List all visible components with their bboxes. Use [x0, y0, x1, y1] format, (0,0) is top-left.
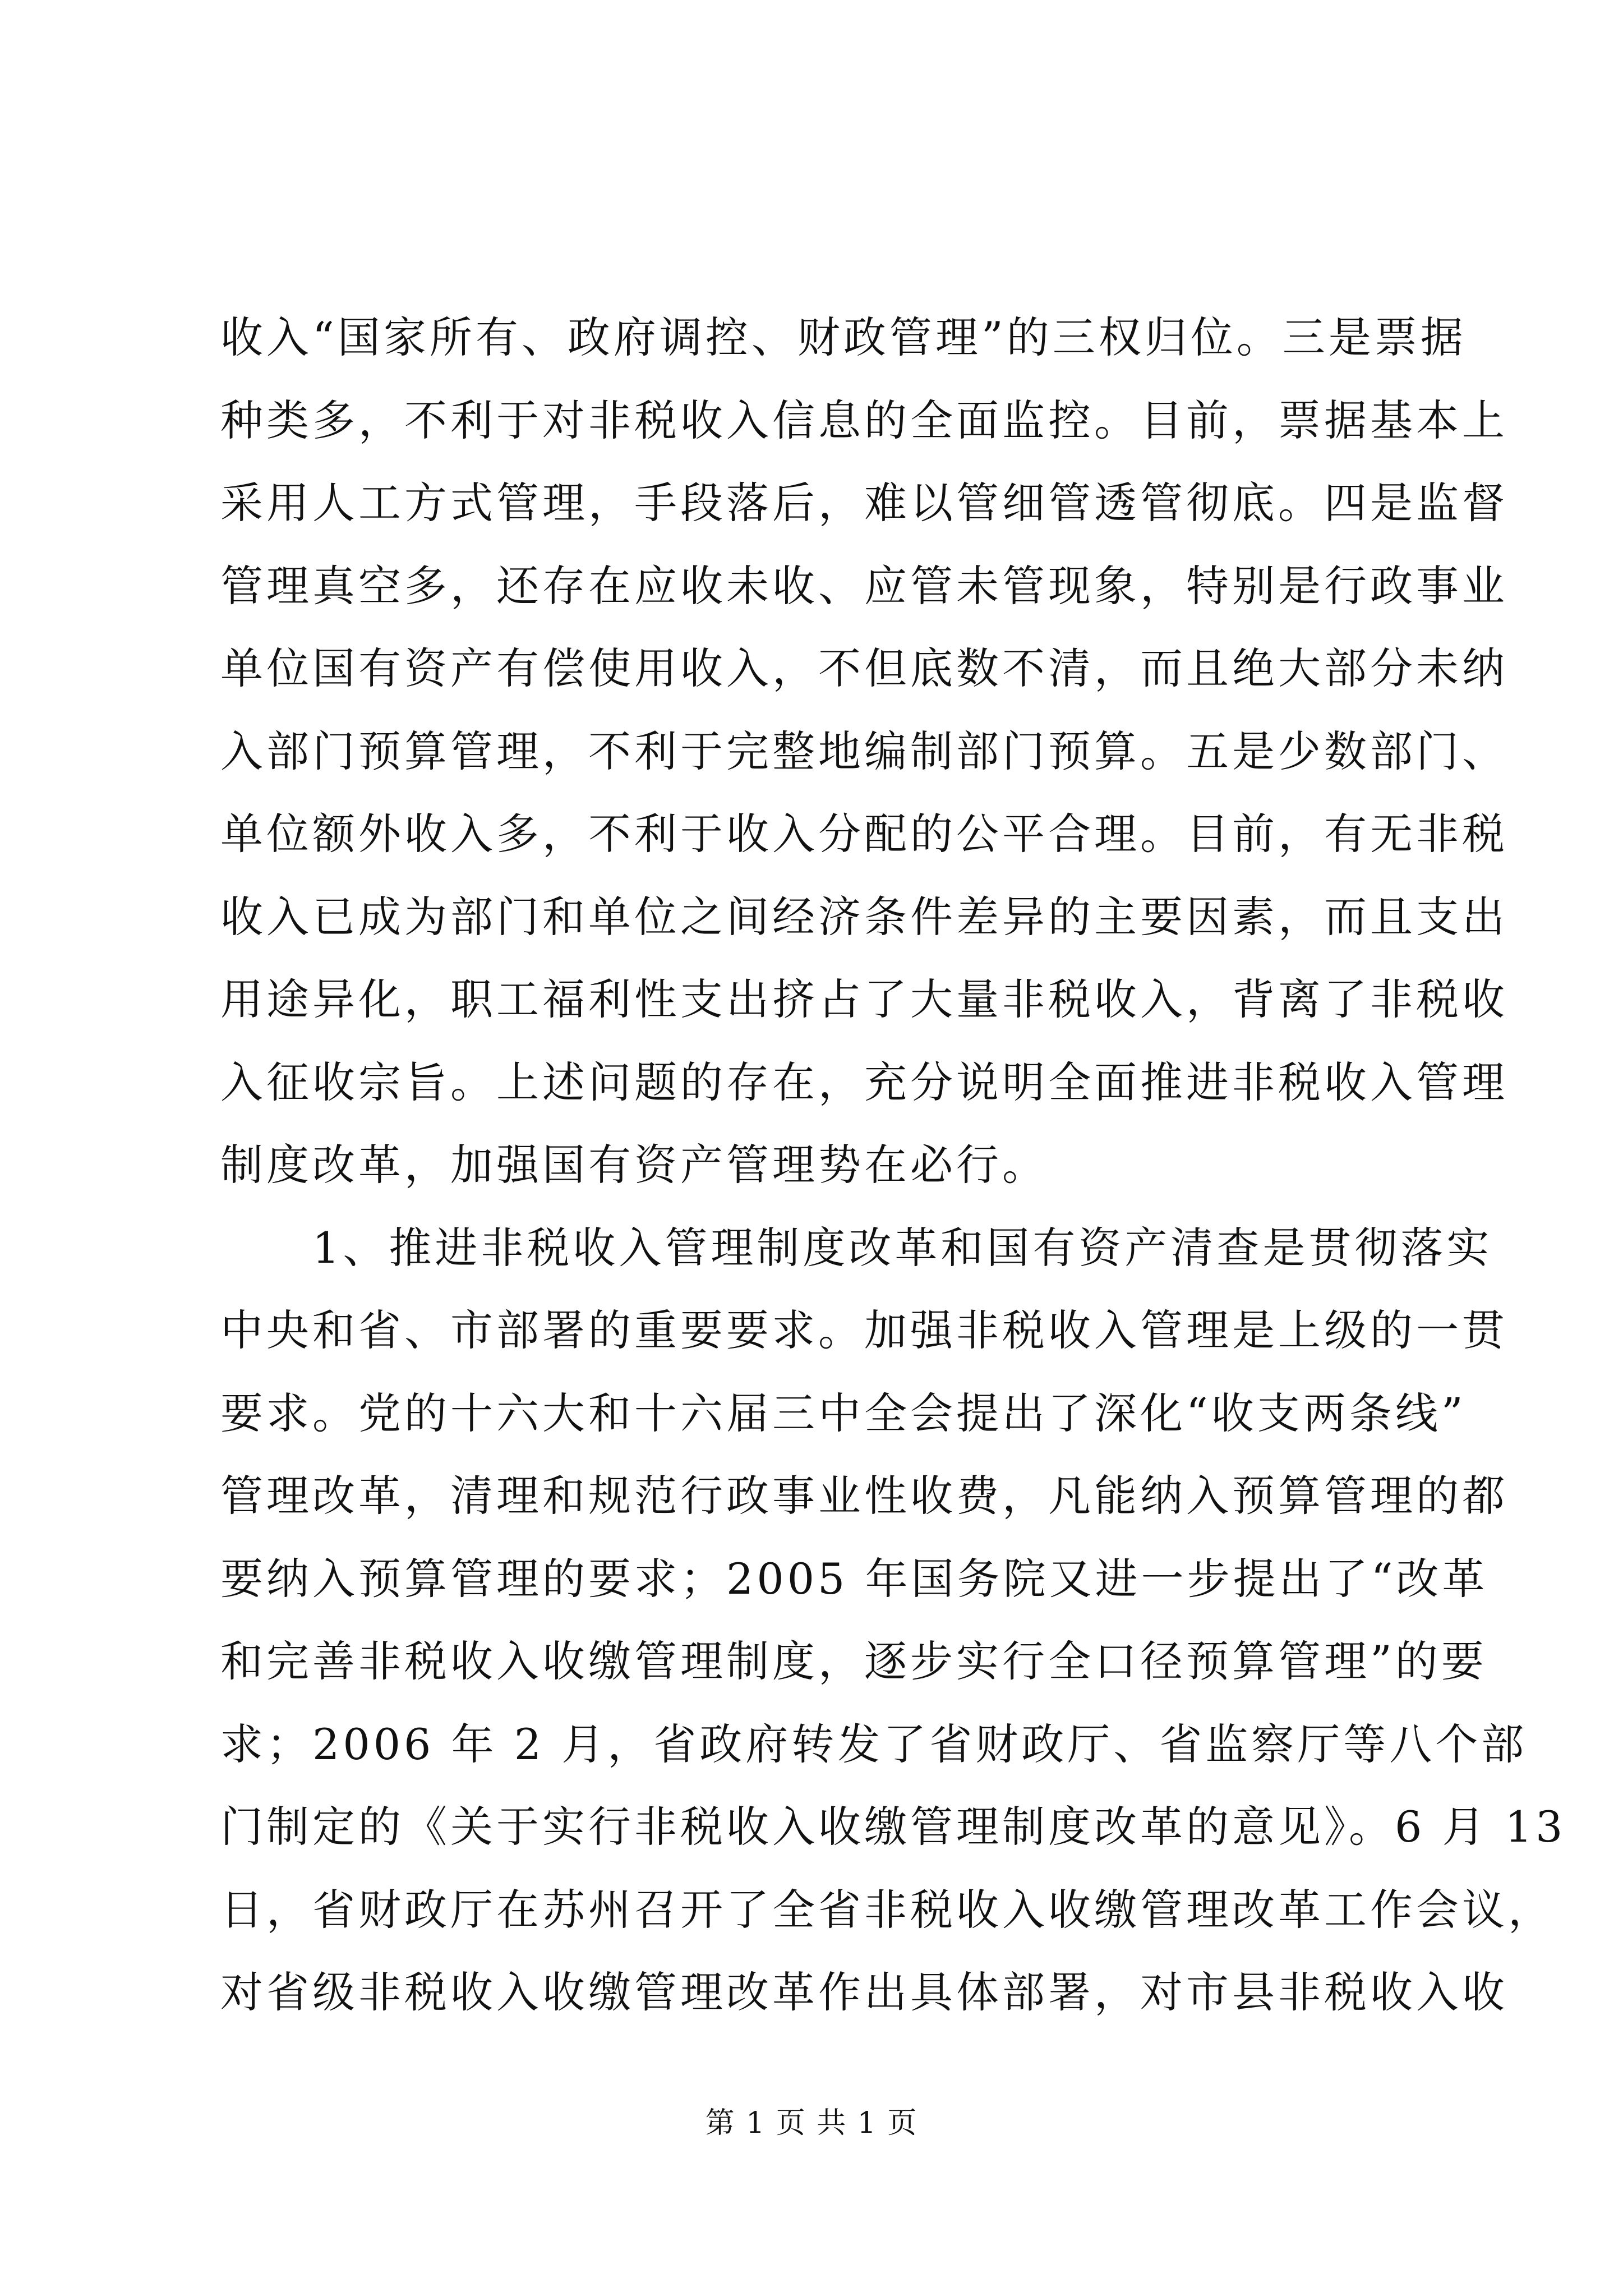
- text-line: 种类多，不利于对非税收入信息的全面监控。目前，票据基本上: [220, 395, 1508, 445]
- text-line: 制度改革，加强国有资产管理势在必行。: [220, 1140, 1048, 1190]
- text-line: 要纳入预算管理的要求；2005 年国务院又进一步提出了“改革: [220, 1553, 1488, 1604]
- text-line: 求；2006 年 2 月，省政府转发了省财政厅、省监察厅等八个部: [220, 1719, 1528, 1769]
- text-line: 入部门预算管理，不利于完整地编制部门预算。五是少数部门、: [220, 726, 1508, 776]
- text-line: 管理真空多，还存在应收未收、应管未管现象，特别是行政事业: [220, 560, 1508, 611]
- text-line: 1、推进非税收入管理制度改革和国有资产清查是贯彻落实: [220, 1222, 1493, 1273]
- text-line: 采用人工方式管理，手段落后，难以管细管透管彻底。四是监督: [220, 478, 1508, 528]
- text-line: 中央和省、市部署的重要要求。加强非税收入管理是上级的一贯: [220, 1305, 1508, 1355]
- text-line: 单位国有资产有偿使用收入，不但底数不清，而且绝大部分未纳: [220, 643, 1508, 693]
- text-line: 和完善非税收入收缴管理制度，逐步实行全口径预算管理”的要: [220, 1636, 1487, 1686]
- text-line: 单位额外收入多，不利于收入分配的公平合理。目前，有无非税: [220, 809, 1508, 859]
- text-line: 日，省财政厅在苏州召开了全省非税收入收缴管理改革工作会议，: [220, 1884, 1554, 1935]
- text-line: 对省级非税收入收缴管理改革作出具体部署，对市县非税收入收: [220, 1967, 1508, 2017]
- text-line: 管理改革，清理和规范行政事业性收费，凡能纳入预算管理的都: [220, 1471, 1508, 1521]
- text-line: 收入“国家所有、政府调控、财政管理”的三权归位。三是票据: [220, 312, 1467, 362]
- text-line: 用途异化，职工福利性支出挤占了大量非税收入，背离了非税收: [220, 974, 1508, 1024]
- document-body: [220, 296, 1566, 2034]
- text-line: 门制定的《关于实行非税收入收缴管理制度改革的意见》。6 月 13: [220, 1802, 1566, 1852]
- text-line: 收入已成为部门和单位之间经济条件差异的主要因素，而且支出: [220, 891, 1508, 942]
- text-line: 入征收宗旨。上述问题的存在，充分说明全面推进非税收入管理: [220, 1057, 1508, 1107]
- page-number-label: 第 1 页 共 1 页: [705, 2106, 918, 2140]
- text-line: 要求。党的十六大和十六届三中全会提出了深化“收支两条线”: [220, 1388, 1467, 1438]
- page-footer: [0, 2104, 1623, 2143]
